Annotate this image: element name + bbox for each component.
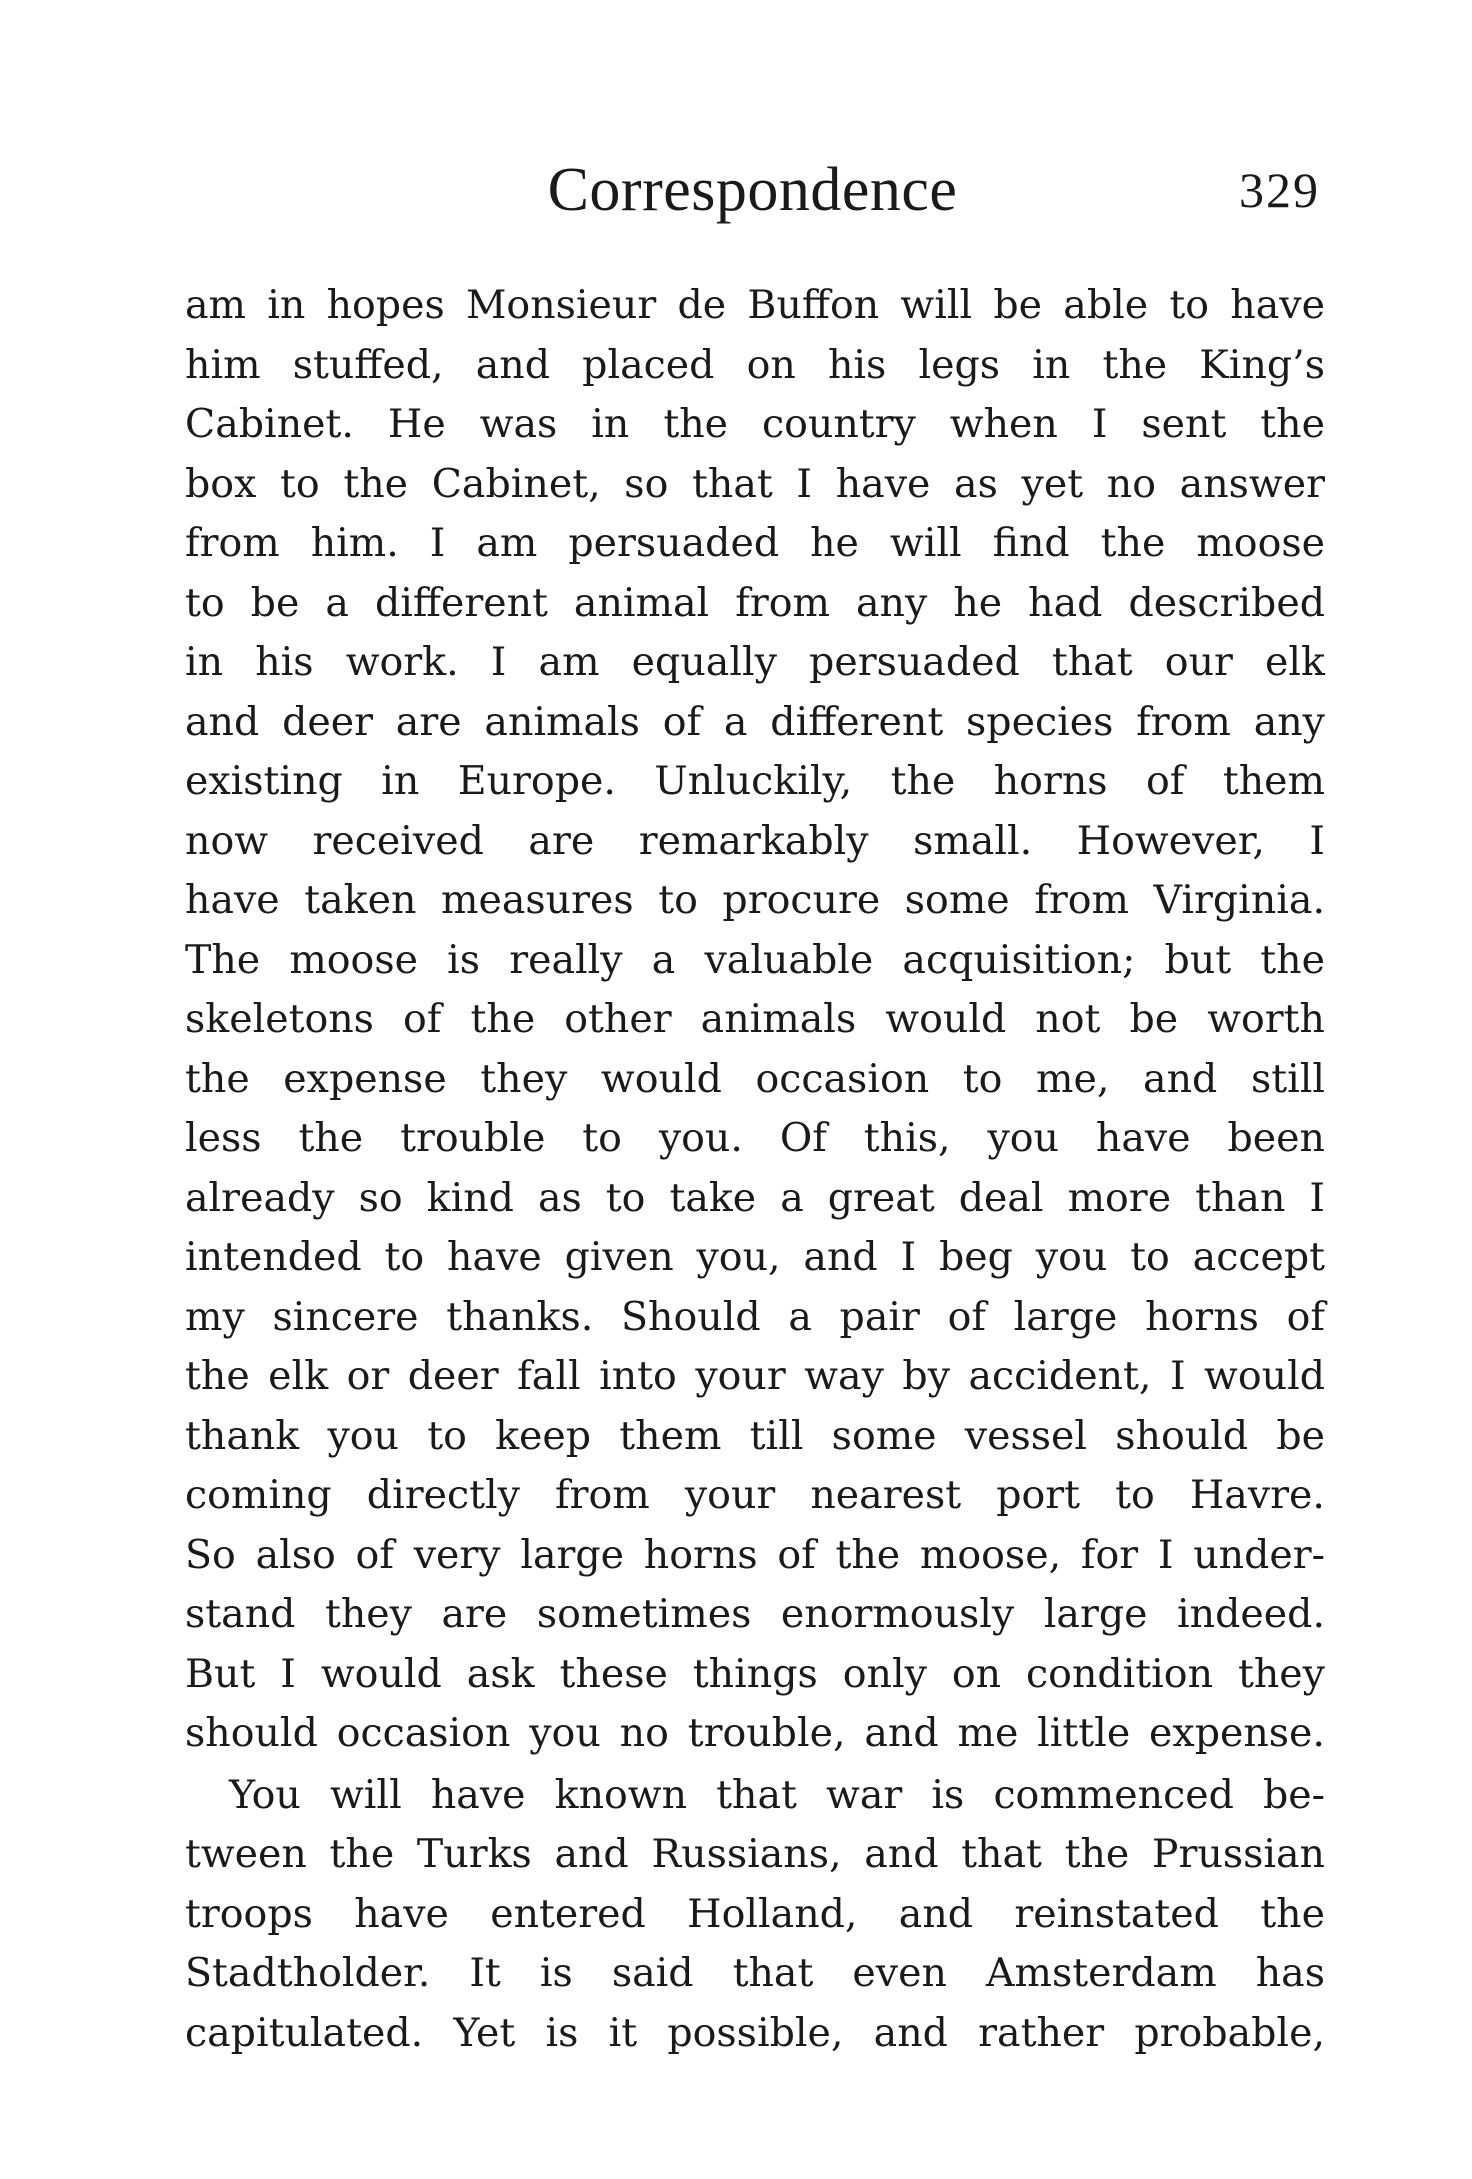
text-line: skeletons of the other animals would not be worth — [185, 996, 1325, 1042]
text-line: stand they are sometimes enormously large indeed. — [185, 1591, 1325, 1637]
text-line: capitulated. Yet is it possible, and rather probable, — [185, 2009, 1325, 2056]
text-line: coming directly from your nearest port to Havre. — [185, 1472, 1325, 1518]
text-line: troops have entered Holland, and reinstated the — [185, 1890, 1325, 1937]
text-line: The moose is really a valuable acquisition; but the — [185, 936, 1325, 983]
text-line: thank you to keep them till some vessel should be — [185, 1412, 1325, 1459]
text-line: less the trouble to you. Of this, you have been — [185, 1115, 1325, 1161]
text-line: in his work. I am equally persuaded that our elk — [185, 639, 1325, 685]
paragraph — [185, 1766, 1325, 2064]
text-line: am in hopes Monsieur de Buffon will be able to have — [185, 282, 1325, 328]
page-number: 329 — [1239, 162, 1320, 218]
text-line: to be a different animal from any he had described — [185, 579, 1325, 626]
text-line: already so kind as to take a great deal more than I — [185, 1174, 1325, 1221]
text-line: tween the Turks and Russians, and that the Prussian — [185, 1831, 1325, 1877]
text-line: should occasion you no trouble, and me little expense. — [185, 1710, 1325, 1756]
text-line: the expense they would occasion to me, and still — [185, 1055, 1325, 1102]
text-line: You will have known that war is commenced be- — [229, 1771, 1325, 1818]
text-line: my sincere thanks. Should a pair of large horns of — [185, 1293, 1325, 1340]
text-line: Cabinet. He was in the country when I sent the — [185, 401, 1325, 447]
text-line: the elk or deer fall into your way by accident, I would — [185, 1353, 1325, 1399]
text-line: But I would ask these things only on condition they — [185, 1650, 1325, 1697]
text-line: have taken measures to procure some from Virginia. — [185, 877, 1325, 923]
text-line: him stuffed, and placed on his legs in the King’s — [185, 341, 1325, 388]
text-line: So also of very large horns of the moose, for I under- — [185, 1531, 1325, 1578]
text-line: Stadtholder. It is said that even Amsterdam has — [185, 1950, 1325, 1996]
text-line: and deer are animals of a different species from any — [185, 698, 1325, 745]
paragraph — [185, 276, 1325, 1764]
text-line: box to the Cabinet, so that I have as yet no answer — [185, 460, 1325, 507]
running-title: Correspondence — [547, 156, 958, 224]
page-header — [185, 150, 1320, 230]
text-line: from him. I am persuaded he will find the moose — [185, 520, 1325, 566]
text-line: existing in Europe. Unluckily, the horns of them — [185, 758, 1325, 804]
text-line: intended to have given you, and I beg you to accept — [185, 1234, 1325, 1280]
text-line: now received are remarkably small. However, I — [185, 817, 1325, 864]
body-text — [185, 276, 1325, 2063]
